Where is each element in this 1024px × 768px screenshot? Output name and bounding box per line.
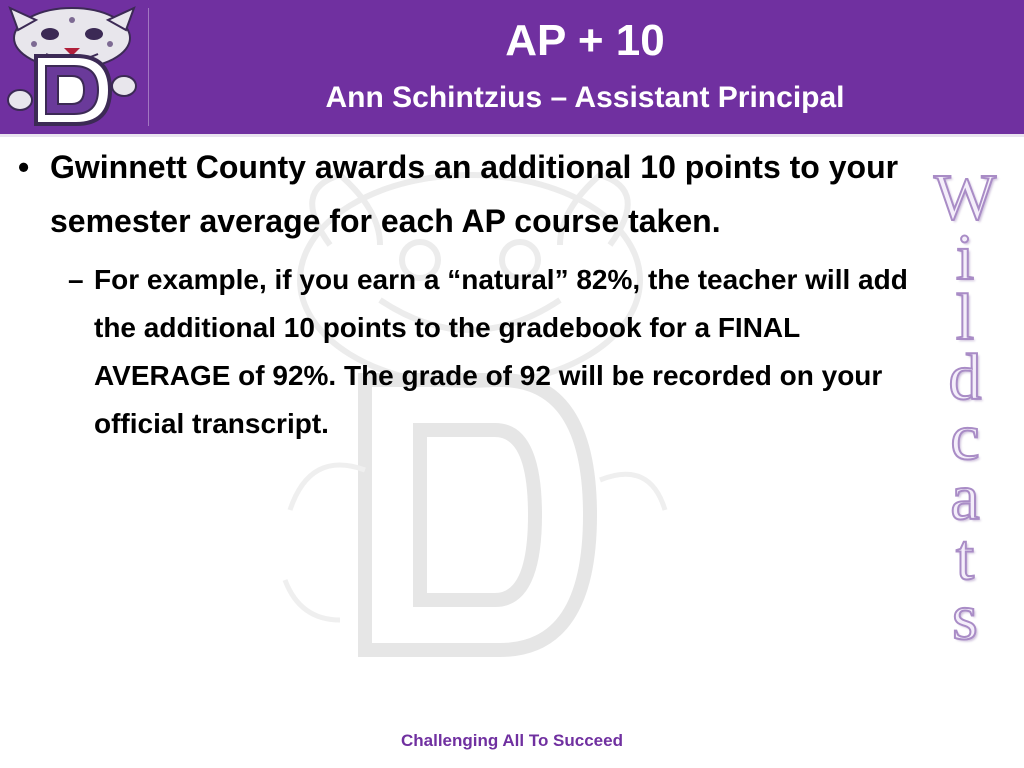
sub-bullet-text: For example, if you earn a “natural” 82%, the teacher will add the additional 10 points to the gradebook for a FINAL AVERAGE of 92%. The grade of 92 will be recorded on your official transcript. — [94, 264, 908, 439]
header-rule — [0, 134, 1024, 137]
wildcat-logo — [6, 4, 138, 128]
side-letter: W — [933, 161, 997, 234]
bullet-text: Gwinnett County awards an additional 10 points to your semester average for each AP course taken. — [50, 149, 899, 239]
side-letter: l — [955, 281, 975, 354]
wildcat-mascot-icon — [6, 4, 138, 128]
slide-body — [10, 140, 910, 448]
bullet-item — [10, 140, 910, 248]
slide-subtitle: Ann Schintzius – Assistant Principal — [325, 81, 845, 114]
side-word-wildcats — [925, 161, 1005, 654]
footer-tagline: Challenging All To Succeed — [401, 731, 623, 750]
bullet-marker: • — [18, 149, 30, 185]
side-letter: c — [950, 401, 980, 474]
header-bar — [0, 0, 1024, 134]
slide-title: AP + 10 — [505, 16, 665, 65]
sub-bullet-item — [10, 256, 910, 448]
side-letter: a — [950, 461, 980, 534]
sub-bullet-marker: – — [68, 264, 84, 295]
side-letter: d — [948, 341, 982, 414]
side-letter: i — [955, 221, 975, 294]
side-letter: s — [952, 581, 978, 654]
side-letter: t — [955, 521, 975, 594]
logo-divider — [148, 8, 149, 126]
